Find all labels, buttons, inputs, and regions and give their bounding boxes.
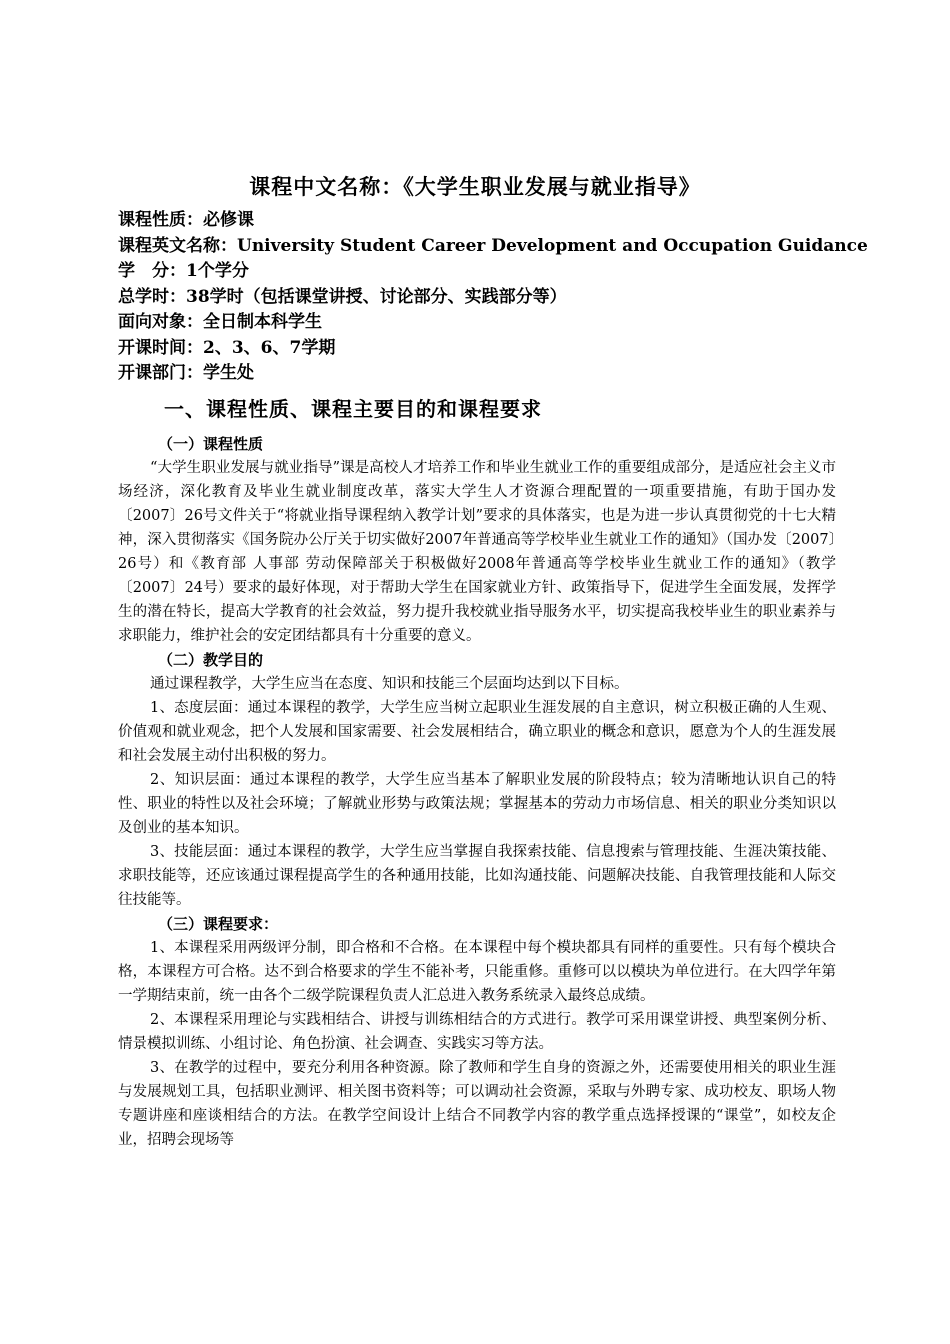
meta-value: 必修课 <box>203 210 254 230</box>
meta-semesters <box>118 336 858 362</box>
meta-english-name <box>118 234 868 260</box>
paragraph: 通过课程教学，大学生应当在态度、知识和技能三个层面均达到以下目标。 <box>150 676 629 692</box>
meta-key: 总学时： <box>118 286 186 307</box>
paragraph: 2、本课程采用理论与实践相结合、讲授与训练相结合的方式进行。教学可采用课堂讲授、典型案例分析、情景模拟训练、小组讨论、角色扮演、社会调查、实践实习等方法。 <box>118 1012 836 1052</box>
paragraph: 3、在教学的过程中，要充分利用各种资源。除了教师和学生自身的资源之外，还需要使用相关的职业生涯与发展规划工具，包括职业测评、相关图书资料等；可以调动社会资源，采取与外聘专家、成功校友、职场人物专题讲座和座谈相结合的方法。在教学空间设计上结合不同教学内容的教学重点选择授课的“课堂”，如校友企业，招聘会现场等 <box>118 1060 836 1148</box>
meta-value: 学生处 <box>203 363 254 383</box>
meta-department <box>118 361 858 387</box>
meta-key: 学 分： <box>118 261 186 281</box>
section-body <box>118 432 836 1152</box>
meta-value: 38学时（包括课堂讲授、讨论部分、实践部分等） <box>186 286 567 307</box>
meta-key: 面向对象： <box>118 312 203 332</box>
paragraph: 3、技能层面：通过本课程的教学，大学生应当掌握自我探索技能、信息搜索与管理技能、生涯决策技能、求职技能等，还应该通过课程提高学生的各种通用技能，比如沟通技能、问题解决技能、自我管理技能和人际交往技能等。 <box>118 844 836 908</box>
meta-credits <box>118 259 858 285</box>
meta-key: 课程性质： <box>118 210 203 230</box>
meta-value: 2、3、6、7学期 <box>203 337 336 358</box>
meta-audience <box>118 310 858 336</box>
course-meta <box>118 208 868 387</box>
meta-value: University Student Career Development and Occupation Guidance <box>237 235 868 256</box>
paragraph: 1、态度层面：通过本课程的教学，大学生应当树立起职业生涯发展的自主意识，树立积极正确的人生观、价值观和就业观念，把个人发展和国家需要、社会发展相结合，确立职业的概念和意识，愿意为个人的生涯发展和社会发展主动付出积极的努力。 <box>118 700 836 764</box>
subsection-heading-purpose: （二）教学目的 <box>158 651 264 669</box>
subsection-heading-nature: （一）课程性质 <box>158 435 264 453</box>
paragraph: 2、知识层面：通过本课程的教学，大学生应当基本了解职业发展的阶段特点；较为清晰地认识自己的特性、职业的特性以及社会环境；了解就业形势与政策法规；掌握基本的劳动力市场信息、相关的职业分类知识以及创业的基本知识。 <box>118 772 836 836</box>
meta-nature <box>118 208 858 234</box>
meta-key: 开课时间： <box>118 337 203 358</box>
subsection-heading-requirements: （三）课程要求： <box>158 915 279 933</box>
meta-value: 全日制本科学生 <box>203 312 322 332</box>
paragraph: “大学生职业发展与就业指导”课是高校人才培养工作和毕业生就业工作的重要组成部分，是适应社会主义市场经济，深化教育及毕业生就业制度改革，落实大学生人才资源合理配置的一项重要措施，有助于国办发〔2007〕26号文件关于“将就业指导课程纳入教学计划”要求的具体落实，也是为进一步认真贯彻党的十七大精神，深入贯彻落实《国务院办公厅关于切实做好2007年普通高等学校毕业生就业工作的通知》（国办发〔2007〕26号）和《教育部 人事部 劳动保障部关于积极做好2008年普通高等学校毕业生就业工作的通知》（教学〔2007〕24号）要求的最好体现，对于帮助大学生在国家就业方针、政策指导下，促进学生全面发展，发挥学生的潜在特长，提高大学教育的社会效益，努力提升我校就业指导服务水平，切实提高我校毕业生的职业素养与求职能力，维护社会的安定团结都具有十分重要的意义。 <box>118 460 836 644</box>
meta-key: 课程英文名称： <box>118 235 237 256</box>
meta-hours <box>118 285 858 311</box>
course-title: 课程中文名称：《大学生职业发展与就业指导》 <box>249 174 701 199</box>
meta-key: 开课部门： <box>118 363 203 383</box>
paragraph: 1、本课程采用两级评分制，即合格和不合格。在本课程中每个模块都具有同样的重要性。只有每个模块合格，本课程方可合格。达不到合格要求的学生不能补考，只能重修。重修可以以模块为单位进行。在大四学年第一学期结束前，统一由各个二级学院课程负责人汇总进入教务系统录入最终总成绩。 <box>118 940 836 1004</box>
meta-value: 1个学分 <box>186 261 249 281</box>
section-heading: 一、课程性质、课程主要目的和课程要求 <box>164 397 542 421</box>
